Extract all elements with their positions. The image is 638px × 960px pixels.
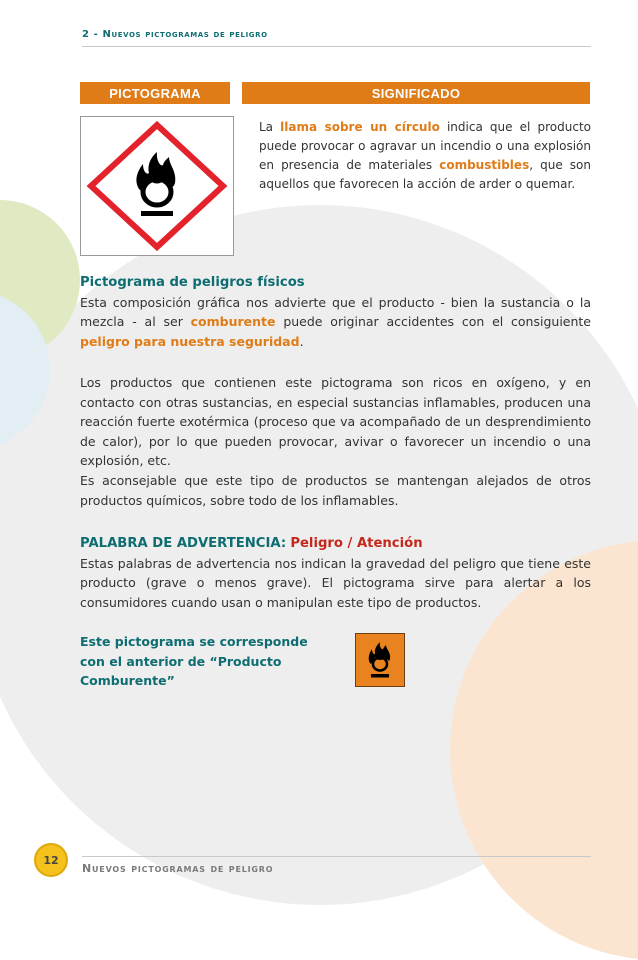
highlight-llama: llama sobre un círculo bbox=[280, 120, 440, 134]
comburente-icon bbox=[355, 633, 405, 687]
meaning-text: La llama sobre un círculo indica que el producto puede provocar o agravar un incendio o una explosión en presencia de materiales combustibles, que son aquellos que favorecen la acción de arder o quemar. bbox=[259, 120, 591, 191]
pictogram-frame bbox=[80, 116, 234, 256]
page-number-badge: 12 bbox=[34, 843, 68, 877]
column-header-significado: SIGNIFICADO bbox=[242, 82, 590, 104]
footer-title: Nuevos pictogramas de peligro bbox=[82, 862, 274, 875]
warning-label: PALABRA DE ADVERTENCIA: bbox=[80, 536, 287, 551]
advice-paragraph: Es aconsejable que este tipo de productos se mantengan alejados de otros productos químicos, sobre todo de los inflamables. bbox=[80, 473, 591, 508]
warning-text: Estas palabras de advertencia nos indican la gravedad del peligro que tiene este producto (grave o menos grave). El pictograma sirve para alertar a los consumidores cuando usan o manipulan este tipo de productos. bbox=[80, 555, 591, 610]
flame-over-circle-icon bbox=[81, 117, 233, 255]
physical-hazards-text: Esta composición gráfica nos advierte que el producto - bien la sustancia o la mezcla - al ser comburente puede originar accidentes con el consiguiente peligro para nuestra seguridad. bbox=[80, 294, 592, 349]
footer-divider bbox=[82, 856, 591, 857]
highlight-combustibles: combustibles bbox=[439, 158, 530, 172]
header-divider bbox=[82, 46, 591, 47]
page-header: 2 - Nuevos pictogramas de peligro bbox=[82, 29, 268, 40]
physical-hazards-title: Pictograma de peligros físicos bbox=[80, 275, 305, 290]
physical-hazards-section bbox=[80, 273, 591, 351]
warning-value: Peligro / Atención bbox=[290, 536, 423, 551]
correspond-note: Este pictograma se corresponde con el anterior de “Producto Comburente” bbox=[80, 634, 308, 689]
column-header-pictograma: PICTOGRAMA bbox=[80, 82, 230, 104]
warning-section bbox=[80, 534, 591, 612]
oxygen-paragraph: Los productos que contienen este pictograma son ricos en oxígeno, y en contacto con otras sustancias, en especial sustancias inflamables, producen una reacción fuerte exotérmica (proceso que va acompañado de un desprendimiento de calor), por lo que pueden provocar, avivar o favorecer un incendio o una explosión, etc. bbox=[80, 375, 591, 469]
